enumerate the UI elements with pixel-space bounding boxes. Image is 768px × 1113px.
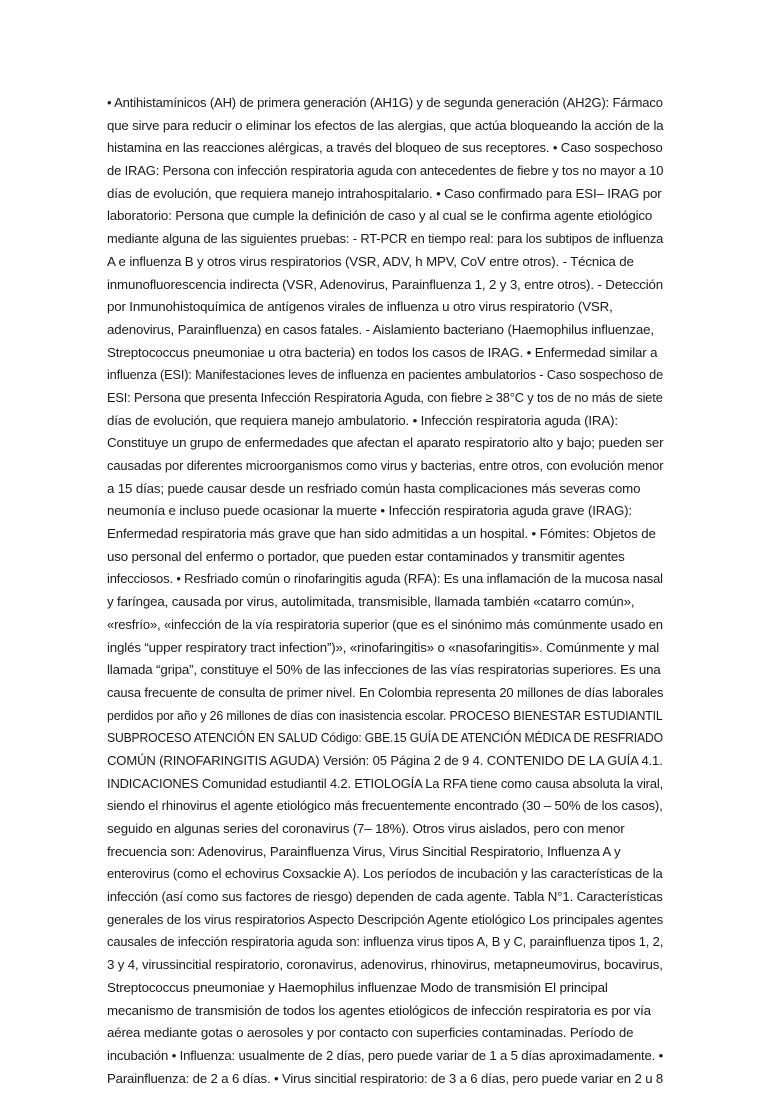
text-line: días de evolución, que requiera manejo intrahospitalario. • Caso confirmado para ESI– IRAG por <box>107 185 662 201</box>
text-line: seguido en algunas series del coronavirus (7– 18%). Otros virus aislados, pero con menor <box>107 821 625 836</box>
text-line: INDICACIONES Comunidad estudiantil 4.2. ETIOLOGÍA La RFA tiene como causa absoluta la viral, <box>107 775 664 791</box>
text-line: • Antihistamínicos (AH) de primera generación (AH1G) y de segunda generación (AH2G): Fármaco <box>107 95 663 110</box>
text-line <box>107 1090 663 1113</box>
text-line: causales de infección respiratoria aguda son: influenza virus tipos A, B y C, parainfluenza tipos 1, 2, <box>107 934 664 950</box>
text-line: causadas por diferentes microorganismos como virus y bacterias, entre otros, con evolución menor <box>107 458 664 473</box>
text-line: siendo el rhinovirus el agente etiológico más frecuentemente encontrado (30 – 50% de los casos), <box>107 798 663 814</box>
text-line: A e influenza B y otros virus respiratorios (VSR, ADV, h MPV, CoV entre otros). - Técnica de <box>107 253 634 269</box>
text-line: que sirve para reducir o eliminar los efectos de las alergias, que actúa bloqueando la acción de la <box>107 117 664 133</box>
text-line: influenza (ESI): Manifestaciones leves de influenza en pacientes ambulatorios - Caso sospechoso de <box>107 367 664 383</box>
text-line: inmunofluorescencia indirecta (VSR, Adenovirus, Parainfluenza 1, 2 y 3, entre otros). - Detección <box>107 276 664 292</box>
text-line: mecanismo de transmisión de todos los agentes etiológicos de infección respiratoria es por vía <box>107 1002 651 1018</box>
text-line: días de evolución, que requiera manejo ambulatorio. • Infección respiratoria aguda (IRA): <box>107 412 618 428</box>
text-line: laboratorio: Persona que cumple la definición de caso y al cual se le confirma agente etiológico <box>107 208 653 224</box>
text-line: Streptococcus pneumoniae y Haemophilus influenzae Modo de transmisión El principal <box>107 979 608 995</box>
text-line: ESI: Persona que presenta Infección Respiratoria Aguda, con fiebre ≥ 38°C y tos de no más de siete <box>107 389 663 405</box>
text-line: a 15 días; puede causar desde un resfriado común hasta complicaciones más severas como <box>107 480 641 496</box>
text-line: inglés “upper respiratory tract infection”)», «rinofaringitis» o «nasofaringitis». Comúnmente y mal <box>107 639 660 655</box>
text-line: adenovirus, Parainfluenza) en casos fatales. - Aislamiento bacteriano (Haemophilus influenzae, <box>107 321 654 337</box>
text-line: Parainfluenza: de 2 a 6 días. • Virus sincitial respiratorio: de 3 a 6 días, pero puede variar en 2 u 8 <box>107 1070 664 1086</box>
text-line: perdidos por año y 26 millones de días con inasistencia escolar. PROCESO BIENESTAR ESTUDIANTIL <box>107 707 663 723</box>
text-line: y faríngea, causada por virus, autolimitada, transmisible, llamada también «catarro común», <box>107 594 635 610</box>
text-line: Enfermedad respiratoria más grave que han sido admitidas a un hospital. • Fómites: Objetos de <box>107 526 656 542</box>
text-line: enterovirus (como el echovirus Coxsackie A). Los períodos de incubación y las características de la <box>107 866 663 882</box>
text-line: COMÚN (RINOFARINGITIS AGUDA) Versión: 05 Página 2 de 9 4. CONTENIDO DE LA GUÍA 4.1. <box>107 752 663 768</box>
text-line: uso personal del enfermo o portador, que pueden estar contaminados y transmitir agentes <box>107 548 625 564</box>
text-line: de IRAG: Persona con infección respiratoria aguda con antecedentes de fiebre y tos no mayor a 10 <box>107 163 664 179</box>
text-line: llamada “gripa”, constituye el 50% de las infecciones de las vías respiratorias superiores. Es una <box>107 662 661 678</box>
text-line: Constituye un grupo de enfermedades que afectan el aparato respiratorio alto y bajo; pueden ser <box>107 435 664 451</box>
text-line: aérea mediante gotas o aerosoles y por contacto con superficies contaminadas. Período de <box>107 1025 634 1041</box>
text-line: causa frecuente de consulta de primer nivel. En Colombia representa 20 millones de días laborales <box>107 684 664 700</box>
text-line: por Inmunohistoquímica de antígenos virales de influenza u otro virus respiratorio (VSR, <box>107 299 613 315</box>
text-line: histamina en las reacciones alérgicas, a través del bloqueo de sus receptores. • Caso sospechoso <box>107 140 663 156</box>
text-line: incubación • Influenza: usualmente de 2 días, pero puede variar de 1 a 5 días aproximadamente. • <box>107 1047 664 1063</box>
text-line: infección (así como sus factores de riesgo) dependen de cada agente. Tabla N°1. Características <box>107 889 663 905</box>
text-line: generales de los virus respiratorios Aspecto Descripción Agente etiológico Los principales agentes <box>107 911 664 927</box>
text-line: infecciosos. • Resfriado común o rinofaringitis aguda (RFA): Es una inflamación de la mucosa nasal <box>107 571 663 587</box>
text-line: neumonía e incluso puede ocasionar la muerte • Infección respiratoria aguda grave (IRAG): <box>107 503 632 519</box>
text-line: Streptococcus pneumoniae u otra bacteria) en todos los casos de IRAG. • Enfermedad similar a <box>107 344 658 360</box>
text-line: 3 y 4, virussincitial respiratorio, coronavirus, adenovirus, rhinovirus, metapneumovirus, bocavirus, <box>107 957 663 973</box>
document-body <box>107 92 663 1113</box>
text-line: mediante alguna de las siguientes pruebas: - RT-PCR en tiempo real: para los subtipos de influenza <box>107 231 664 247</box>
text-line: frecuencia son: Adenovirus, Parainfluenza Virus, Virus Sincitial Respiratorio, Influenza A y <box>107 843 621 859</box>
text-line: «resfrío», «infección de la vía respiratoria superior (que es el sinónimo más comúnmente usado en <box>107 616 663 632</box>
text-line: SUBPROCESO ATENCIÓN EN SALUD Código: GBE.15 GUÍA DE ATENCIÓN MÉDICA DE RESFRIADO <box>107 730 663 746</box>
